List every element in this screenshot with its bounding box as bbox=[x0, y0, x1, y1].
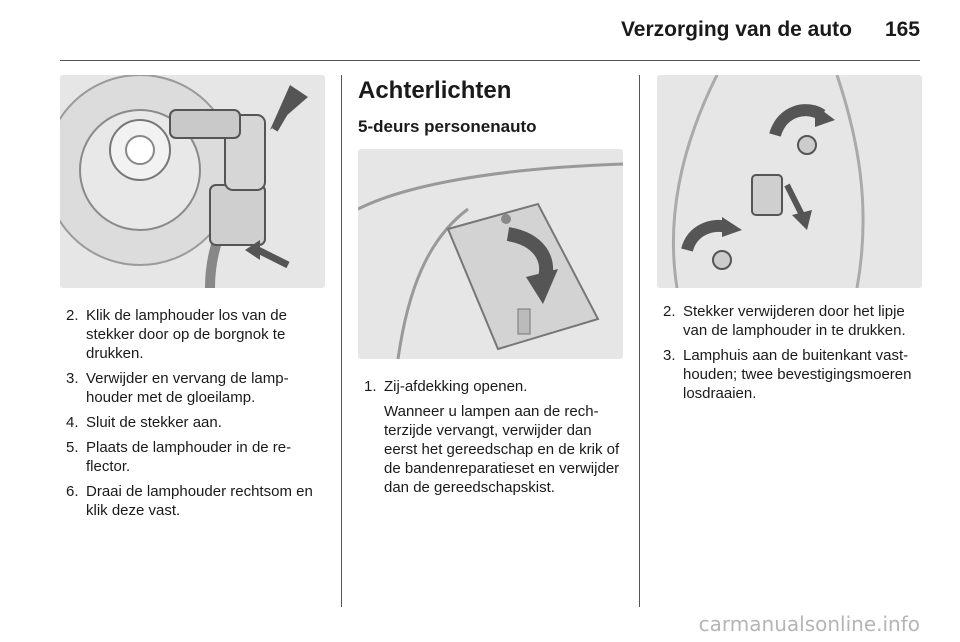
watermark: carmanualsonline.info bbox=[698, 612, 920, 636]
column-divider-2 bbox=[639, 75, 640, 607]
step-list bbox=[657, 302, 922, 403]
trunk-cover-illustration bbox=[358, 149, 623, 359]
page-number: 165 bbox=[884, 18, 920, 41]
subsection-title: 5-deurs personenauto bbox=[358, 117, 537, 136]
column-1 bbox=[60, 75, 325, 526]
step-list bbox=[60, 306, 325, 520]
list-item: 4. Sluit de stekker aan. bbox=[66, 414, 222, 431]
note-text: Wanneer u lampen aan de rechterzijde vervangt, verwijder dan eerst het gereedschap en de krik of de bandenreparatieset en verwijder dan de gereedschapskist. bbox=[384, 403, 620, 496]
chapter-title: Verzorging van de auto bbox=[620, 18, 852, 41]
list-item: 2. Klik de lamphouder los van de stekker door op de borgnok te drukken. bbox=[66, 307, 287, 362]
step-list bbox=[358, 377, 623, 396]
section-title: Achterlichten bbox=[358, 77, 512, 104]
list-item: 2. Stekker verwijderen door het lipje van de lamphouder in te drukken. bbox=[663, 303, 906, 339]
page-header bbox=[0, 18, 960, 48]
column-2 bbox=[358, 75, 623, 497]
list-item: 5. Plaats de lamphouder in de reflector. bbox=[66, 439, 292, 475]
column-3 bbox=[657, 75, 922, 409]
list-item: 3. Lamphuis aan de buitenkant vasthouden; twee bevestigingsmoeren losdraaien. bbox=[663, 347, 912, 402]
list-item: 1. Zij-afdekking openen. bbox=[364, 378, 528, 395]
list-item: 6. Draai de lamphouder rechtsom en klik deze vast. bbox=[66, 483, 313, 519]
header-rule bbox=[60, 60, 920, 61]
column-divider-1 bbox=[341, 75, 342, 607]
lamp-holder-illustration bbox=[60, 75, 325, 288]
list-item: 3. Verwijder en vervang de lamphouder met de gloeilamp. bbox=[66, 370, 289, 406]
tail-lamp-housing-illustration bbox=[657, 75, 922, 288]
